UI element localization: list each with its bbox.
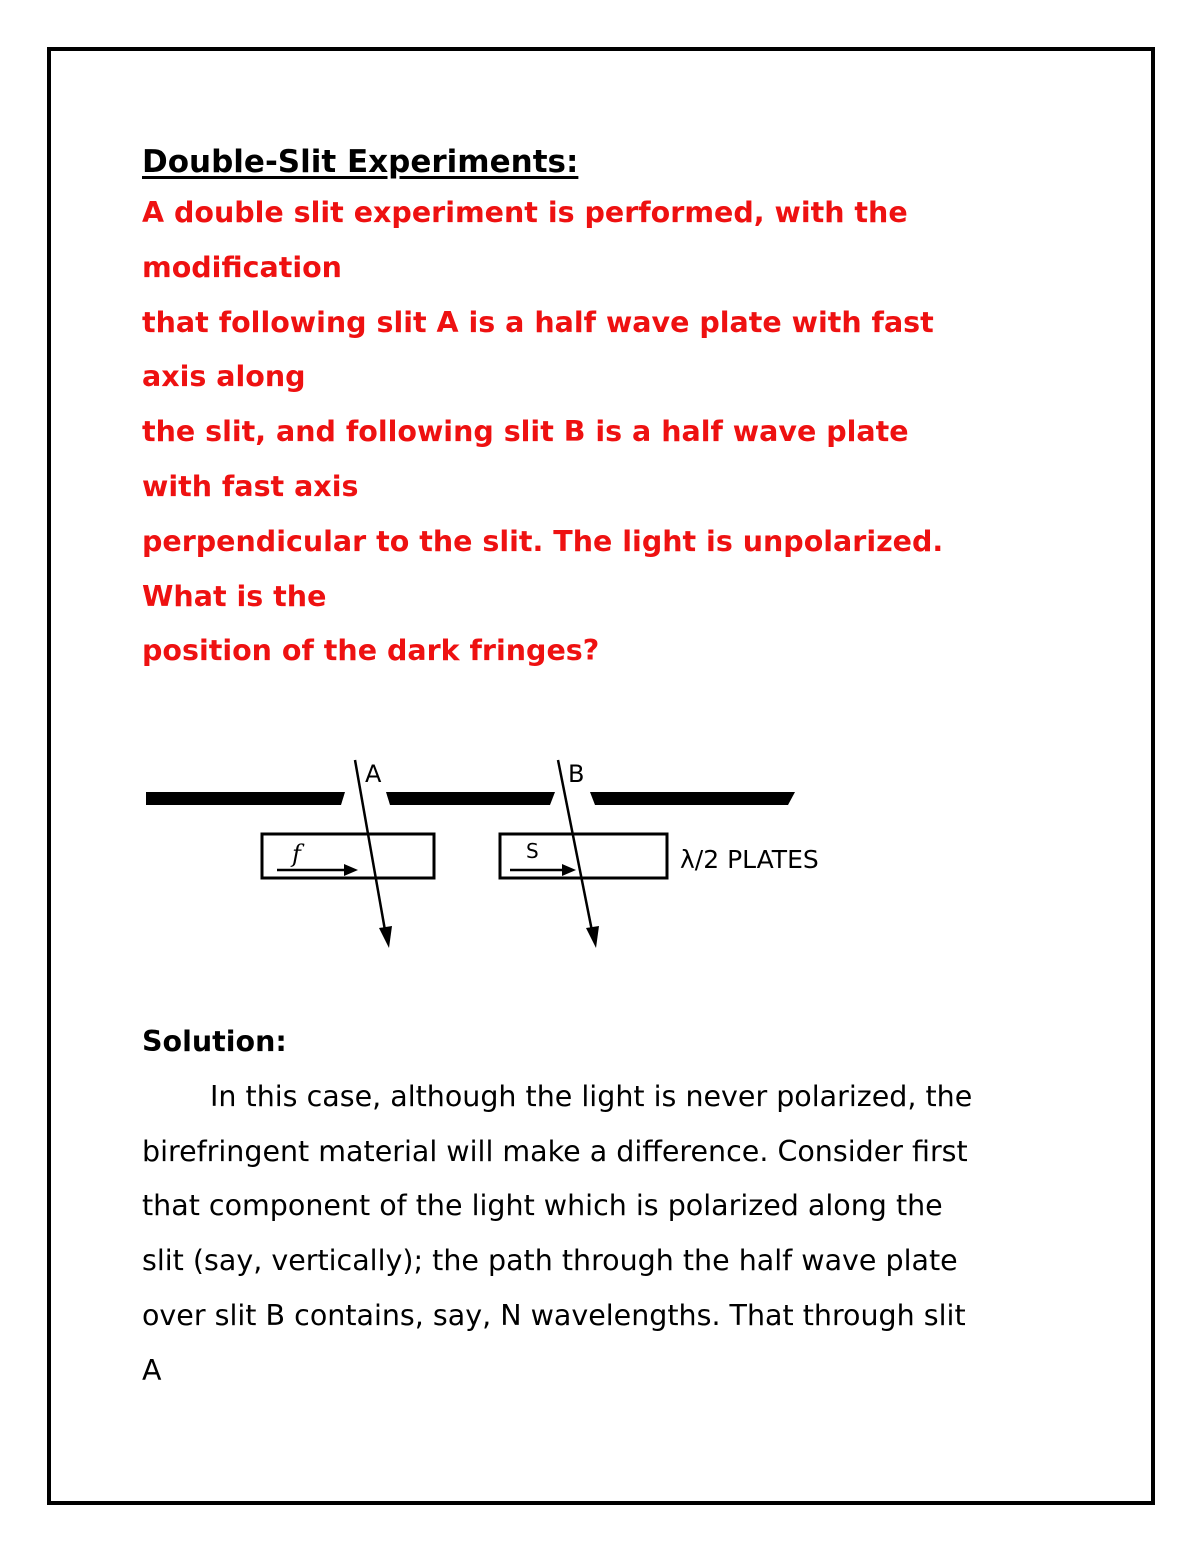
question-line: perpendicular to the slit. The light is unpolarized. — [142, 524, 944, 558]
question-line: What is the — [142, 579, 327, 613]
problem-section — [142, 138, 1062, 679]
solution-text — [142, 1070, 1082, 1399]
slow-axis-arrow — [510, 864, 576, 876]
solution-line: A — [142, 1353, 162, 1387]
slow-axis-label: S — [526, 839, 539, 863]
solution-line: birefringent material will make a difference. Consider first — [142, 1134, 968, 1168]
question-line: A double slit experiment is performed, with the — [142, 196, 908, 229]
question-line: that following slit A is a half wave plate with fast — [142, 305, 934, 339]
solution-line: over slit B contains, say, N wavelengths. That through slit — [142, 1298, 966, 1332]
question-line: with fast axis — [142, 469, 359, 503]
question-line: position of the dark fringes? — [142, 634, 600, 668]
screen-right — [590, 792, 795, 805]
plates-label: λ/2 PLATES — [680, 845, 819, 874]
solution-heading: Solution: — [142, 1025, 287, 1058]
screen-middle — [386, 792, 555, 805]
slit-a-label: A — [365, 760, 382, 788]
solution-line: slit (say, vertically); the path through the half wave plate — [142, 1244, 958, 1278]
slit-b-label: B — [568, 760, 585, 788]
ray-a — [355, 760, 392, 948]
fast-axis-label: f — [292, 840, 301, 868]
ray-b — [558, 760, 599, 948]
screen-left — [146, 792, 345, 805]
double-slit-diagram — [140, 752, 830, 962]
question-line: the slit, and following slit B is a half wave plate — [142, 415, 909, 449]
question-line: axis along — [142, 360, 306, 394]
solution-line: that component of the light which is polarized along the — [142, 1189, 943, 1223]
question-text — [142, 186, 1062, 679]
solution-section — [142, 1015, 1082, 1399]
question-line: modification — [142, 250, 342, 284]
solution-line: In this case, although the light is never polarized, the — [210, 1079, 973, 1113]
page-title: Double-Slit Experiments: — [142, 144, 579, 180]
fast-axis-arrow — [277, 864, 358, 876]
